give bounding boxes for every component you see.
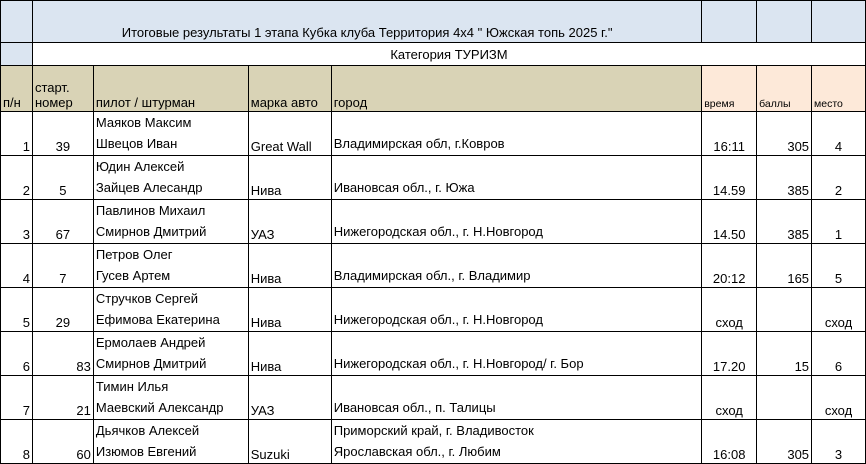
pilot-name: Тимин Илья bbox=[95, 379, 169, 394]
cell-city[interactable] bbox=[331, 332, 702, 376]
category-title[interactable]: Категория ТУРИЗМ bbox=[32, 43, 865, 66]
header-city[interactable]: город bbox=[331, 66, 702, 112]
pilot-name: Павлинов Михаил bbox=[95, 203, 206, 218]
cell-start-number[interactable]: 21 bbox=[32, 376, 93, 420]
cell-pn[interactable]: 2 bbox=[1, 156, 33, 200]
cell-car[interactable]: Нива bbox=[248, 244, 331, 288]
navigator-name: Гусев Артем bbox=[95, 268, 171, 283]
city-line2: Ивановсая обл., п. Талицы bbox=[333, 400, 496, 415]
cell-car[interactable]: Нива bbox=[248, 288, 331, 332]
cell-pn[interactable]: 1 bbox=[1, 112, 33, 156]
cell-place[interactable]: сход bbox=[812, 376, 866, 420]
cell-pn[interactable]: 6 bbox=[1, 332, 33, 376]
cell-car[interactable]: УАЗ bbox=[248, 200, 331, 244]
cell-pn[interactable]: 7 bbox=[1, 376, 33, 420]
cell-city[interactable] bbox=[331, 288, 702, 332]
cell-city[interactable] bbox=[331, 244, 702, 288]
cell-city[interactable] bbox=[331, 420, 702, 464]
cell-pilot[interactable] bbox=[93, 288, 248, 332]
header-points[interactable]: баллы bbox=[757, 66, 812, 112]
header-time[interactable]: время bbox=[702, 66, 757, 112]
table-row bbox=[1, 244, 866, 288]
city-line2: Владимирская обл, г.Ковров bbox=[333, 136, 505, 151]
cell-points[interactable]: 385 bbox=[757, 200, 812, 244]
results-title[interactable]: Итоговые результаты 1 этапа Кубка клуба Территория 4х4 " Южская топь 2025 г." bbox=[32, 1, 701, 43]
header-start-line2: номер bbox=[34, 95, 73, 110]
cell-place[interactable]: 6 bbox=[812, 332, 866, 376]
cell-car[interactable]: Нива bbox=[248, 332, 331, 376]
cell-time[interactable]: 16:08 bbox=[702, 420, 757, 464]
navigator-name: Ефимова Екатерина bbox=[95, 312, 220, 327]
blank-cell[interactable] bbox=[812, 1, 866, 43]
cell-car[interactable]: Suzuki bbox=[248, 420, 331, 464]
cell-pn[interactable]: 5 bbox=[1, 288, 33, 332]
cell-pilot[interactable] bbox=[93, 112, 248, 156]
cell-place[interactable]: 1 bbox=[812, 200, 866, 244]
cell-time[interactable]: 17.20 bbox=[702, 332, 757, 376]
header-place[interactable]: место bbox=[812, 66, 866, 112]
city-line2: Ивановсая обл., г. Южа bbox=[333, 180, 475, 195]
table-row bbox=[1, 332, 866, 376]
table-row bbox=[1, 420, 866, 464]
header-start-number[interactable] bbox=[32, 66, 93, 112]
navigator-name: Зайцев Алесандр bbox=[95, 180, 203, 195]
pilot-name: Петров Олег bbox=[95, 247, 173, 262]
cell-place[interactable]: сход bbox=[812, 288, 866, 332]
cell-pn[interactable]: 3 bbox=[1, 200, 33, 244]
table-row bbox=[1, 156, 866, 200]
cell-start-number[interactable]: 7 bbox=[32, 244, 93, 288]
cell-time[interactable]: сход bbox=[702, 376, 757, 420]
title-row bbox=[1, 1, 866, 43]
navigator-name: Смирнов Дмитрий bbox=[95, 224, 207, 239]
pilot-name: Ермолаев Андрей bbox=[95, 335, 206, 350]
cell-time[interactable]: 16:11 bbox=[702, 112, 757, 156]
cell-place[interactable]: 5 bbox=[812, 244, 866, 288]
cell-points[interactable]: 305 bbox=[757, 420, 812, 464]
table-row bbox=[1, 112, 866, 156]
cell-pn[interactable]: 4 bbox=[1, 244, 33, 288]
cell-pilot[interactable] bbox=[93, 156, 248, 200]
cell-place[interactable]: 3 bbox=[812, 420, 866, 464]
cell-points[interactable]: 15 bbox=[757, 332, 812, 376]
header-start-line1: старт. bbox=[34, 80, 70, 95]
header-car[interactable]: марка авто bbox=[248, 66, 331, 112]
header-pn[interactable]: п/н bbox=[1, 66, 33, 112]
pilot-name: Юдин Алексей bbox=[95, 159, 185, 174]
cell-car[interactable]: Нива bbox=[248, 156, 331, 200]
city-line2: Владимирская обл., г. Владимир bbox=[333, 268, 531, 283]
blank-cell[interactable] bbox=[1, 43, 33, 66]
city-line1: Приморский край, г. Владивосток bbox=[333, 423, 534, 438]
pilot-name: Стручков Сергей bbox=[95, 291, 198, 306]
header-row bbox=[1, 66, 866, 112]
cell-start-number[interactable]: 60 bbox=[32, 420, 93, 464]
cell-start-number[interactable]: 39 bbox=[32, 112, 93, 156]
pilot-name: Маяков Максим bbox=[95, 115, 192, 130]
cell-pilot[interactable] bbox=[93, 244, 248, 288]
cell-time[interactable]: 14.59 bbox=[702, 156, 757, 200]
cell-start-number[interactable]: 83 bbox=[32, 332, 93, 376]
cell-city[interactable] bbox=[331, 112, 702, 156]
cell-city[interactable] bbox=[331, 156, 702, 200]
category-row bbox=[1, 43, 866, 66]
city-line2: Нижегородская обл., г. Н.Новгород bbox=[333, 224, 543, 239]
cell-start-number[interactable]: 67 bbox=[32, 200, 93, 244]
cell-pn[interactable]: 8 bbox=[1, 420, 33, 464]
table-row bbox=[1, 288, 866, 332]
city-line2: Ярославская обл., г. Любим bbox=[333, 444, 501, 459]
corner-cell[interactable] bbox=[1, 1, 33, 43]
cell-pilot[interactable] bbox=[93, 420, 248, 464]
table-row bbox=[1, 376, 866, 420]
cell-time[interactable]: сход bbox=[702, 288, 757, 332]
header-pilot[interactable]: пилот / штурман bbox=[93, 66, 248, 112]
navigator-name: Швецов Иван bbox=[95, 136, 178, 151]
cell-start-number[interactable]: 5 bbox=[32, 156, 93, 200]
cell-city[interactable] bbox=[331, 376, 702, 420]
city-line2: Нижегородская обл., г. Н.Новгород bbox=[333, 312, 543, 327]
cell-points[interactable] bbox=[757, 288, 812, 332]
cell-city[interactable] bbox=[331, 200, 702, 244]
cell-place[interactable]: 4 bbox=[812, 112, 866, 156]
table-row bbox=[1, 200, 866, 244]
navigator-name: Изюмов Евгений bbox=[95, 444, 197, 459]
pilot-name: Дьячков Алексей bbox=[95, 423, 200, 438]
blank-cell[interactable] bbox=[702, 1, 757, 43]
cell-points[interactable]: 165 bbox=[757, 244, 812, 288]
navigator-name: Маевский Александр bbox=[95, 400, 224, 415]
blank-cell[interactable] bbox=[757, 1, 812, 43]
cell-points[interactable]: 305 bbox=[757, 112, 812, 156]
cell-place[interactable]: 2 bbox=[812, 156, 866, 200]
cell-car[interactable]: Great Wall bbox=[248, 112, 331, 156]
cell-pilot[interactable] bbox=[93, 332, 248, 376]
cell-start-number[interactable]: 29 bbox=[32, 288, 93, 332]
cell-points[interactable]: 385 bbox=[757, 156, 812, 200]
cell-car[interactable]: УАЗ bbox=[248, 376, 331, 420]
navigator-name: Смирнов Дмитрий bbox=[95, 356, 207, 371]
city-line2: Нижегородская обл., г. Н.Новгород/ г. Бор bbox=[333, 356, 584, 371]
cell-pilot[interactable] bbox=[93, 200, 248, 244]
cell-points[interactable] bbox=[757, 376, 812, 420]
cell-time[interactable]: 20:12 bbox=[702, 244, 757, 288]
cell-time[interactable]: 14.50 bbox=[702, 200, 757, 244]
cell-pilot[interactable] bbox=[93, 376, 248, 420]
